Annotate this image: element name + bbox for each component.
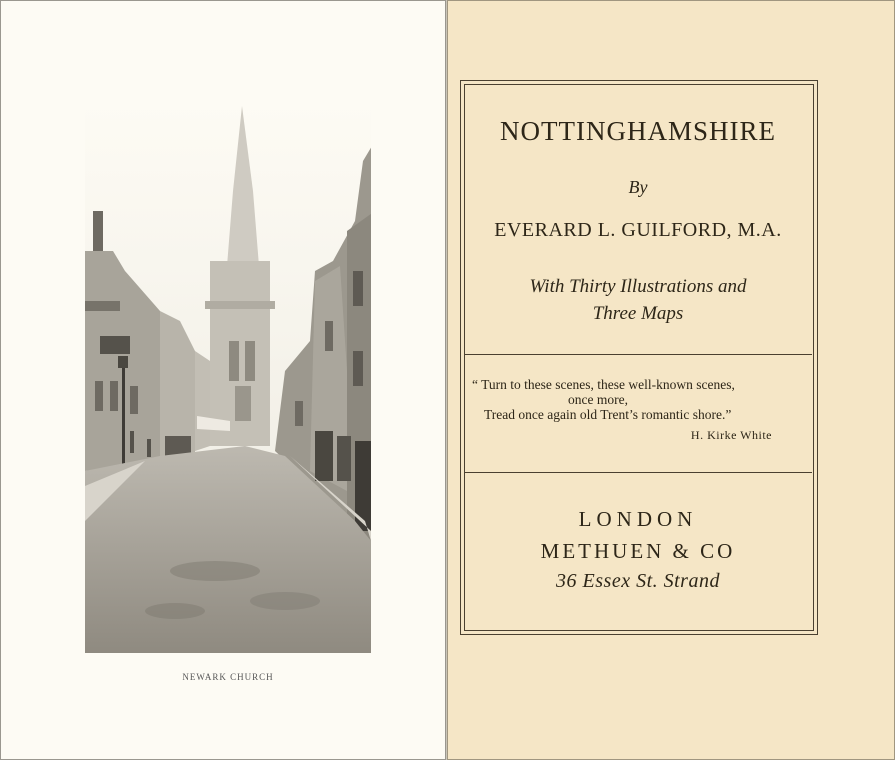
lower-divider xyxy=(464,472,812,473)
street-with-church-spire-photo xyxy=(85,101,371,653)
left-page xyxy=(0,0,446,760)
illustrations-note xyxy=(464,273,812,327)
publisher-city: LONDON xyxy=(578,507,698,531)
publisher-address: 36 Essex St. Strand xyxy=(556,570,720,592)
illustrations-line-2: Three Maps xyxy=(592,303,684,324)
epigraph-attribution: H. Kirke White xyxy=(690,428,772,442)
epigraph-line-2: once more, xyxy=(568,392,628,407)
publisher-name: METHUEN & CO xyxy=(540,539,736,563)
by-line: By xyxy=(628,177,648,197)
author-name: EVERARD L. GUILFORD, M.A. xyxy=(494,219,782,241)
book-title: NOTTINGHAMSHIRE xyxy=(500,116,776,146)
epigraph-line-1: “ Turn to these scenes, these well-known scenes, xyxy=(472,377,735,392)
photo-caption: NEWARK CHURCH xyxy=(182,672,274,682)
upper-divider xyxy=(464,354,812,355)
right-page xyxy=(447,0,895,760)
illustrations-line-1: With Thirty Illustrations and xyxy=(529,276,747,297)
epigraph-line-3: Tread once again old Trent’s romantic shore.” xyxy=(484,407,732,422)
epigraph xyxy=(468,377,808,443)
